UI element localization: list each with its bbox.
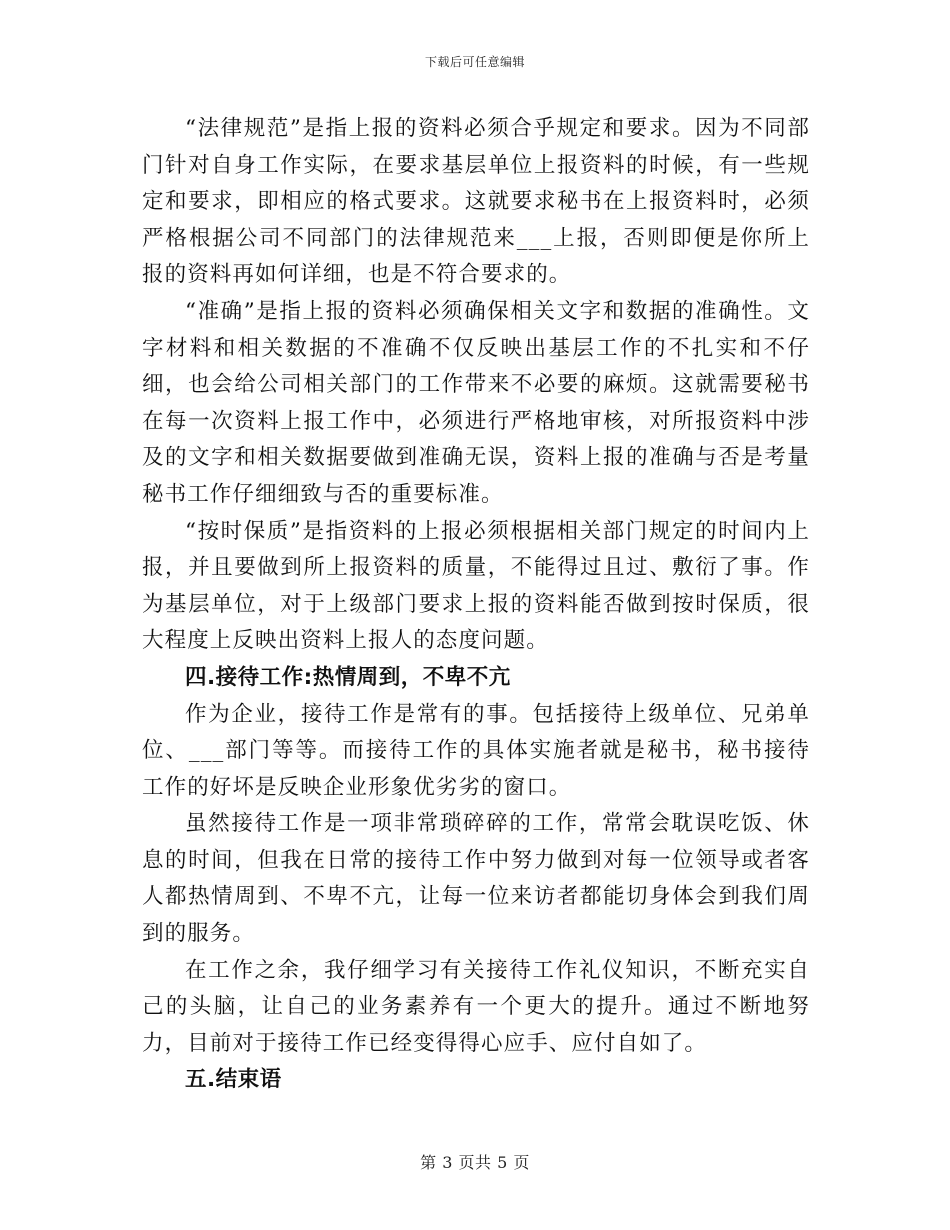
page-header: 下载后可任意编辑 [424,55,525,69]
section-heading-conclusion: 五.结束语 [185,1067,282,1093]
paragraph-reception-study: 在工作之余，我仔细学习有关接待工作礼仪知识，不断充实自己的头脑，让自己的业务素养有一个更大的提升。通过不断地努力，目前对于接待工作已经变得得心应手、应付自如了。 [142,957,810,1056]
paragraph-on-time-quality: “按时保质”是指资料的上报必须根据相关部门规定的时间内上报，并且要做到所上报资料的质量，不能得过且过、敷衍了事。作为基层单位，对于上级部门要求上报的资料能否做到按时保质，很大程度上反映出资料上报人的态度问题。 [142,518,810,654]
document-body [142,111,810,1099]
paragraph-legal-norms: “法律规范”是指上报的资料必须合乎规定和要求。因为不同部门针对自身工作实际，在要求基层单位上报资料的时候，有一些规定和要求，即相应的格式要求。这就要求秘书在上报资料时，必须严格根据公司不同部门的法律规范来___上报，否则即便是你所上报的资料再如何详细，也是不符合要求的。 [142,116,810,288]
paragraph-reception-intro: 作为企业，接待工作是常有的事。包括接待上级单位、兄弟单位、___部门等等。而接待工作的具体实施者就是秘书，秘书接待工作的好坏是反映企业形象优劣劣的窗口。 [142,701,810,800]
section-heading-reception: 四.接待工作:热情周到，不卑不亢 [185,664,511,690]
page-footer: 第 3 页共 5 页 [420,1153,530,1172]
paragraph-accuracy: “准确”是指上报的资料必须确保相关文字和数据的准确性。文字材料和相关数据的不准确不仅反映出基层工作的不扎实和不仔细，也会给公司相关部门的工作带来不必要的麻烦。这就需要秘书在每一次资料上报工作中，必须进行严格地审核，对所报资料中涉及的文字和相关数据要做到准确无误，资料上报的准确与否是考量秘书工作仔细细致与否的重要标准。 [142,298,810,507]
paragraph-reception-effort: 虽然接待工作是一项非常琐碎碎的工作，常常会耽误吃饭、休息的时间，但我在日常的接待工作中努力做到对每一位领导或者客人都热情周到、不卑不亢，让每一位来访者都能切身体会到我们周到的服务。 [142,811,810,947]
